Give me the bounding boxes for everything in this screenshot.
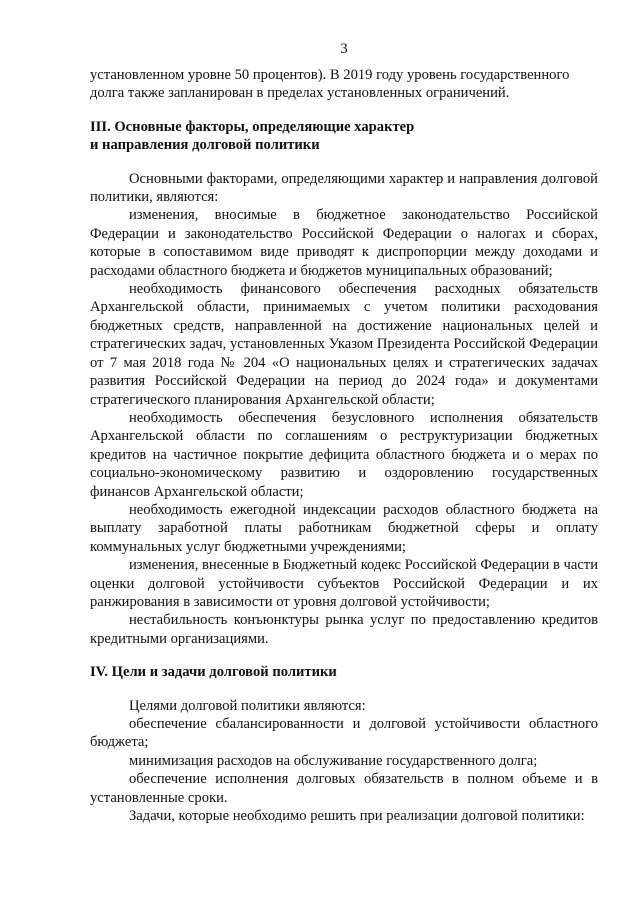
section-4-paragraph: обеспечение исполнения долговых обязательств в полном объеме и в установленные сроки.: [90, 771, 598, 806]
section-4-heading: IV. Цели и задачи долговой политики: [90, 664, 337, 681]
section-4-paragraph: обеспечение сбалансированности и долговой устойчивости областного бюджета;: [90, 716, 598, 751]
section-3-paragraph: нестабильность конъюнктуры рынка услуг по предоставлению кредитов кредитными организациями.: [90, 612, 598, 647]
section-4-paragraph: Задачи, которые необходимо решить при реализации долговой политики:: [129, 808, 585, 825]
document-body: [90, 66, 598, 825]
section-3-paragraph: изменения, вносимые в бюджетное законодательство Российской Федерации и законодательство Российской Федерации о налогах и сборах, которые в сопоставимом виде приводят к диспропорции между доходами и расходами областного бюджета и бюджетов муниципальных образований;: [90, 207, 598, 279]
section-3-heading-line-2: и направления долговой политики: [90, 137, 320, 154]
section-3-paragraph: необходимость финансового обеспечения расходных обязательств Архангельской области, принимаемых с учетом политики расходования бюджетных средств, направленной на достижение национальных целей и стратегических задач, установленных Указом Президента Российской Федерации от 7 мая 2018 года № 204 «О национальных целях и стратегических задачах развития Российской Федерации на период до 2024 года» и документами стратегического планирования Архангельской области;: [90, 281, 598, 408]
section-3-paragraph: необходимость ежегодной индексации расходов областного бюджета на выплату заработной платы работникам бюджетной сферы и оплату коммунальных услуг бюджетными учреждениями;: [90, 501, 598, 555]
intro-line-1: установленном уровне 50 процентов). В 2019 году уровень государственного: [90, 67, 570, 83]
section-3-paragraph: Основными факторами, определяющими характер и направления долговой политики, являются:: [90, 170, 598, 206]
section-3-paragraph: изменения, внесенные в Бюджетный кодекс Российской Федерации в части оценки долговой устойчивости субъектов Российской Федерации и их ранжирования в зависимости от уровня долговой устойчивости;: [90, 557, 598, 610]
intro-line-2: долга также запланирован в пределах установленных ограничений.: [90, 85, 510, 102]
section-3-paragraph: необходимость обеспечения безусловного исполнения обязательств Архангельской области по соглашениям о реструктуризации бюджетных кредитов на частичное покрытие дефицита областного бюджета и о мерах по социально-экономическому развитию и оздоровлению государственных финансов Архангельской области;: [90, 409, 598, 500]
page-number: 3: [340, 41, 348, 57]
section-4-paragraph: минимизация расходов на обслуживание государственного долга;: [129, 752, 538, 769]
section-3-heading-line-1: III. Основные факторы, определяющие характер: [90, 118, 415, 135]
section-4-paragraph: Целями долговой политики являются:: [129, 697, 366, 714]
